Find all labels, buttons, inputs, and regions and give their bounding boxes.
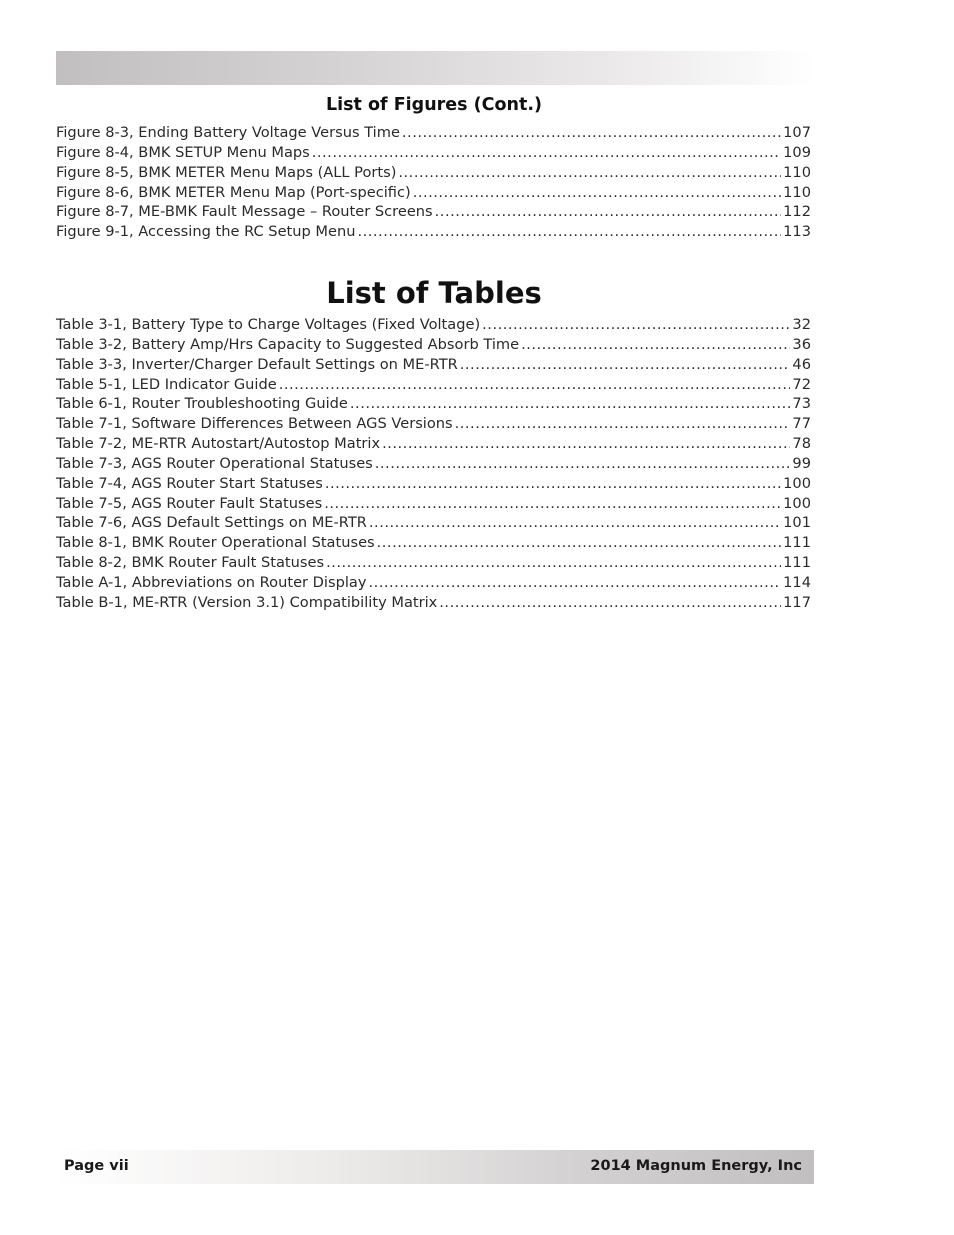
dot-leader [325,474,781,494]
dot-leader [439,593,781,613]
toc-entry[interactable] [56,573,811,593]
dot-leader [279,375,791,395]
toc-entry[interactable] [56,533,811,553]
toc-entry[interactable] [56,202,811,222]
toc-entry-title: Table 7-5, AGS Router Fault Statuses [56,494,323,512]
toc-entry-page: 78 [792,435,811,453]
toc-entry-page: 77 [792,415,811,433]
toc-entry-title: Table A-1, Abbreviations on Router Display [56,573,367,591]
toc-entry-title: Figure 8-3, Ending Battery Voltage Versus Time [56,124,400,141]
toc-entry-page: 111 [783,534,811,552]
dot-leader [521,335,790,355]
dot-leader [375,454,791,474]
toc-entry-title: Figure 8-4, BMK SETUP Menu Maps [56,143,310,161]
toc-entry[interactable] [56,355,811,375]
dot-leader [324,494,781,514]
tables-list [56,315,811,613]
toc-entry-page: 101 [783,514,811,532]
dot-leader [368,573,781,593]
toc-entry[interactable] [56,163,811,183]
dot-leader [398,163,781,183]
toc-entry-title: Table 6-1, Router Troubleshooting Guide [56,395,348,413]
toc-entry-title: Figure 8-7, ME-BMK Fault Message – Router Screens [56,203,433,221]
toc-entry-page: 46 [792,355,811,373]
toc-entry[interactable] [56,474,811,494]
toc-entry[interactable] [56,454,811,474]
dot-leader [413,183,781,203]
toc-entry[interactable] [56,123,811,143]
toc-entry-page: 72 [792,375,811,393]
dot-leader [377,533,781,553]
toc-entry-title: Table 8-2, BMK Router Fault Statuses [56,554,325,572]
dot-leader [358,222,782,242]
dot-leader [350,394,791,414]
toc-entry[interactable] [56,513,811,533]
toc-entry[interactable] [56,315,811,335]
toc-entry[interactable] [56,434,811,454]
toc-entry-page: 109 [783,143,811,161]
toc-entry-title: Table 7-6, AGS Default Settings on ME-RTR [56,514,367,532]
copyright-notice: 2014 Magnum Energy, Inc [590,1158,802,1174]
dot-leader [326,553,781,573]
dot-leader [460,355,791,375]
toc-entry-title: Table 7-4, AGS Router Start Statuses [56,474,323,492]
toc-entry-page: 112 [783,203,811,221]
toc-entry[interactable] [56,494,811,514]
toc-entry[interactable] [56,394,811,414]
toc-entry-page: 100 [783,474,811,492]
toc-entry-page: 111 [783,554,811,572]
toc-entry-title: Figure 8-6, BMK METER Menu Map (Port-specific) [56,183,411,201]
tables-heading: List of Tables [326,276,542,310]
toc-entry-title: Table 3-1, Battery Type to Charge Voltages (Fixed Voltage) [56,316,481,333]
toc-entry-title: Figure 8-5, BMK METER Menu Maps (ALL Ports) [56,163,397,181]
toc-entry[interactable] [56,183,811,203]
toc-entry[interactable] [56,593,811,613]
dot-leader [455,414,791,434]
dot-leader [402,123,781,143]
toc-entry-title: Table 5-1, LED Indicator Guide [56,375,277,393]
toc-entry-title: Figure 9-1, Accessing the RC Setup Menu [56,223,356,241]
toc-entry-page: 36 [792,335,811,353]
toc-entry-title: Table 3-3, Inverter/Charger Default Settings on ME-RTR [56,355,458,373]
toc-entry-page: 113 [783,223,811,241]
toc-entry-page: 73 [792,395,811,413]
toc-entry[interactable] [56,335,811,355]
figures-list [56,123,811,242]
toc-entry-page: 107 [783,124,811,141]
toc-entry-page: 100 [783,494,811,512]
toc-entry-page: 110 [783,163,811,181]
toc-entry-page: 110 [783,183,811,201]
toc-entry[interactable] [56,414,811,434]
page-number: Page vii [64,1158,129,1174]
toc-entry-page: 99 [792,454,811,472]
toc-entry-title: Table B-1, ME-RTR (Version 3.1) Compatibility Matrix [56,593,438,611]
toc-entry-page: 32 [792,316,811,333]
dot-leader [382,434,790,454]
toc-entry-title: Table 7-2, ME-RTR Autostart/Autostop Matrix [56,435,381,453]
toc-entry-title: Table 7-1, Software Differences Between AGS Versions [56,415,453,433]
toc-entry-title: Table 7-3, AGS Router Operational Statuses [56,454,373,472]
toc-entry-title: Table 8-1, BMK Router Operational Statuses [56,534,375,552]
toc-entry-page: 117 [783,593,811,611]
toc-entry[interactable] [56,553,811,573]
dot-leader [482,315,790,335]
header-band [56,51,814,85]
toc-entry-title: Table 3-2, Battery Amp/Hrs Capacity to Suggested Absorb Time [56,335,520,353]
toc-entry-page: 114 [783,573,811,591]
dot-leader [435,202,781,222]
dot-leader [369,513,781,533]
toc-entry[interactable] [56,375,811,395]
figures-heading: List of Figures (Cont.) [325,95,543,115]
toc-entry[interactable] [56,143,811,163]
toc-entry[interactable] [56,222,811,242]
dot-leader [312,143,781,163]
